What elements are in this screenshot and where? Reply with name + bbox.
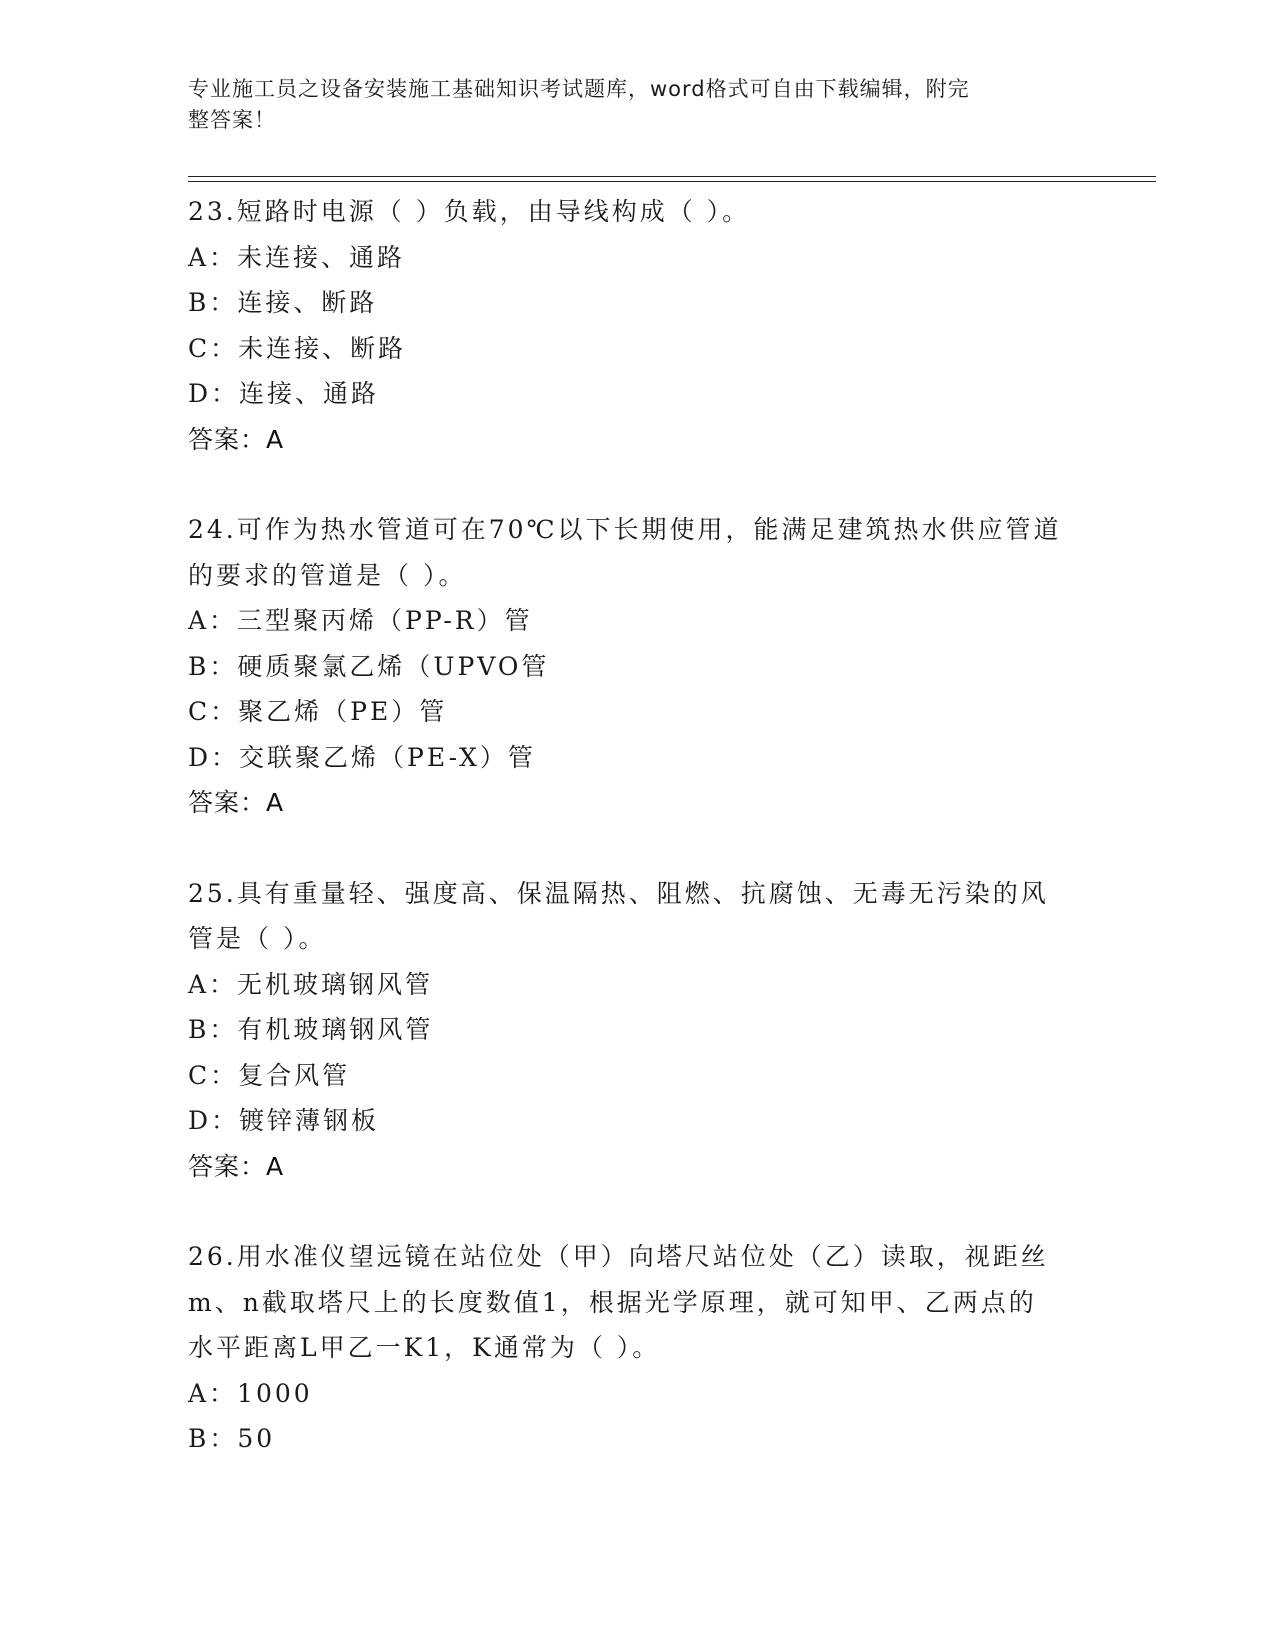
option-d: D：连接、通路 [188, 379, 380, 408]
option-a: A：未连接、通路 [188, 242, 406, 272]
option-a: A：三型聚丙烯（PP-R）管 [188, 606, 533, 635]
option-b: B：连接、断路 [188, 288, 378, 317]
header-divider-bottom [188, 181, 1156, 182]
question-spacer [188, 826, 1088, 871]
option-b: B：有机玻璃钢风管 [188, 1015, 434, 1044]
option-a: A：无机玻璃钢风管 [188, 969, 434, 999]
question-stem-continued: m、n截取塔尺上的长度数值1，根据光学原理，就可知甲、乙两点的 [188, 1287, 1037, 1317]
question-stem: 23.短路时电源（ ）负载，由导线构成（ ）。 [188, 197, 751, 226]
question-spacer [188, 1189, 1088, 1234]
question-23 [188, 189, 1088, 462]
question-26 [188, 1234, 1088, 1462]
header-line-2: 整答案！ [188, 108, 276, 132]
question-stem-continued: 水平距离L甲乙一K1，K通常为（ ）。 [188, 1333, 661, 1362]
question-stem-continued: 的要求的管道是（ ）。 [188, 560, 467, 590]
question-stem-continued: 管是（ ）。 [188, 924, 327, 953]
question-spacer [188, 462, 1088, 507]
option-b: B：硬质聚氯乙烯（UPVO管 [188, 651, 550, 681]
option-b: B：50 [188, 1424, 276, 1453]
document-header [188, 74, 1088, 136]
option-c: C：聚乙烯（PE）管 [188, 697, 448, 726]
question-stem: 26.用水准仪望远镜在站位处（甲）向塔尺站位处（乙）读取，视距丝 [188, 1242, 1049, 1271]
option-d: D：交联聚乙烯（PE-X）管 [188, 742, 536, 772]
question-list [188, 189, 1088, 1462]
option-d: D：镀锌薄钢板 [188, 1106, 380, 1135]
question-25 [188, 871, 1088, 1190]
option-c: C：复合风管 [188, 1060, 351, 1090]
answer-line: 答案：A [188, 424, 285, 454]
header-line-1: 专业施工员之设备安装施工基础知识考试题库，word格式可自由下载编辑，附完 [188, 77, 970, 101]
question-stem: 25.具有重量轻、强度高、保温隔热、阻燃、抗腐蚀、无毒无污染的风 [188, 878, 1049, 908]
header-divider-top [188, 176, 1156, 177]
question-stem: 24.可作为热水管道可在70℃以下长期使用，能满足建筑热水供应管道 [188, 515, 1062, 544]
question-24 [188, 507, 1088, 826]
answer-line: 答案：A [188, 1151, 285, 1181]
answer-line: 答案：A [188, 788, 285, 817]
option-c: C：未连接、断路 [188, 333, 407, 363]
option-a: A：1000 [188, 1378, 313, 1408]
